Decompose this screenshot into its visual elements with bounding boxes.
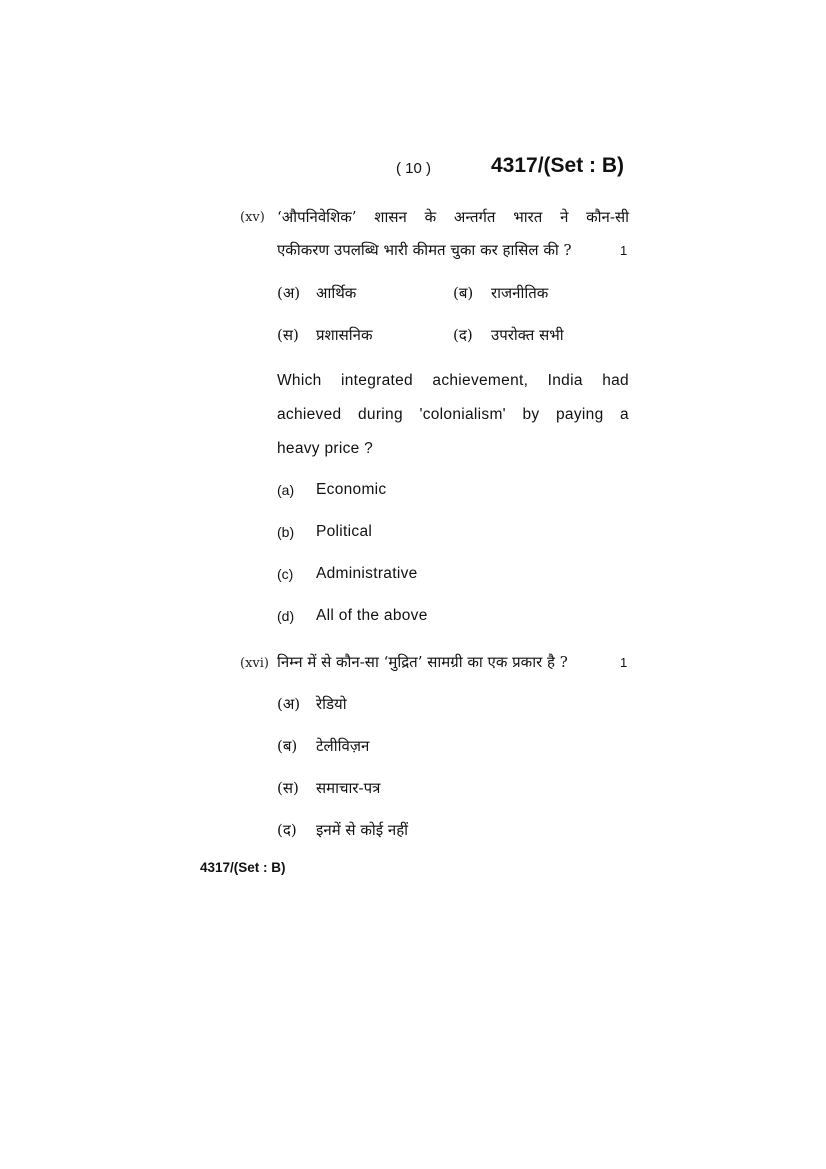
word: achieved (277, 406, 342, 423)
word: शासन (374, 208, 407, 226)
paper-code-footer: 4317/(Set : B) (200, 860, 286, 875)
option-label: (स) (277, 326, 299, 344)
option-text: टेलीविज़न (316, 737, 370, 755)
word: a (620, 406, 629, 423)
option-text: राजनीतिक (491, 284, 549, 302)
option-text: आर्थिक (316, 284, 357, 302)
option-text: रेडियो (316, 695, 347, 713)
word: 'colonialism' (419, 406, 506, 423)
word: Which (277, 372, 322, 389)
option-text: उपरोक्त सभी (491, 326, 564, 344)
option-text: समाचार-पत्र (316, 779, 381, 797)
word: भारत (513, 208, 543, 226)
option-label: (ब) (453, 284, 474, 302)
question-number-xvi: (xvi) (240, 656, 269, 671)
option-label: (द) (453, 326, 473, 344)
word: paying (556, 406, 604, 423)
question-xv-english-line2 (277, 406, 629, 424)
option-text: All of the above (316, 607, 428, 624)
word: के (424, 208, 437, 226)
word: had (602, 372, 629, 389)
question-xv-hindi-line1 (277, 207, 629, 227)
option-label: (अ) (277, 284, 301, 302)
option-label: (b) (277, 524, 295, 540)
option-label: (ब) (277, 737, 298, 755)
option-label: (a) (277, 482, 295, 498)
option-label: (अ) (277, 695, 301, 713)
question-xvi-hindi-line1: निम्न में से कौन-सा ‘मुद्रित’ सामग्री का एक प्रकार है ? (277, 653, 568, 671)
word: during (358, 406, 403, 423)
option-label: (स) (277, 779, 299, 797)
paper-code-header: 4317/(Set : B) (491, 154, 625, 177)
word: India (547, 372, 583, 389)
word: by (522, 406, 540, 423)
option-text: Economic (316, 481, 387, 498)
page-number: ( 10 ) (396, 160, 432, 177)
option-label: (c) (277, 566, 294, 582)
word: integrated (341, 372, 413, 389)
question-xv-english-line3: heavy price ? (277, 440, 374, 457)
question-number-xv: (xv) (240, 210, 265, 225)
word: ‘औपनिवेशिक’ (277, 208, 357, 226)
option-text: इनमें से कोई नहीं (316, 821, 409, 839)
word: अन्तर्गत (453, 208, 496, 226)
option-text: प्रशासनिक (316, 326, 373, 344)
option-text: Administrative (316, 565, 418, 582)
word: achievement, (432, 372, 529, 389)
question-xv-hindi-line2: एकीकरण उपलब्धि भारी कीमत चुका कर हासिल की ? (277, 241, 572, 259)
question-xvi-marks: 1 (620, 655, 628, 670)
option-label: (d) (277, 608, 295, 624)
word: कौन-सी (586, 208, 629, 226)
option-text: Political (316, 523, 373, 540)
option-label: (द) (277, 821, 297, 839)
question-xv-marks: 1 (620, 243, 628, 258)
question-xv-english-line1 (277, 372, 629, 390)
word: ने (560, 208, 569, 226)
